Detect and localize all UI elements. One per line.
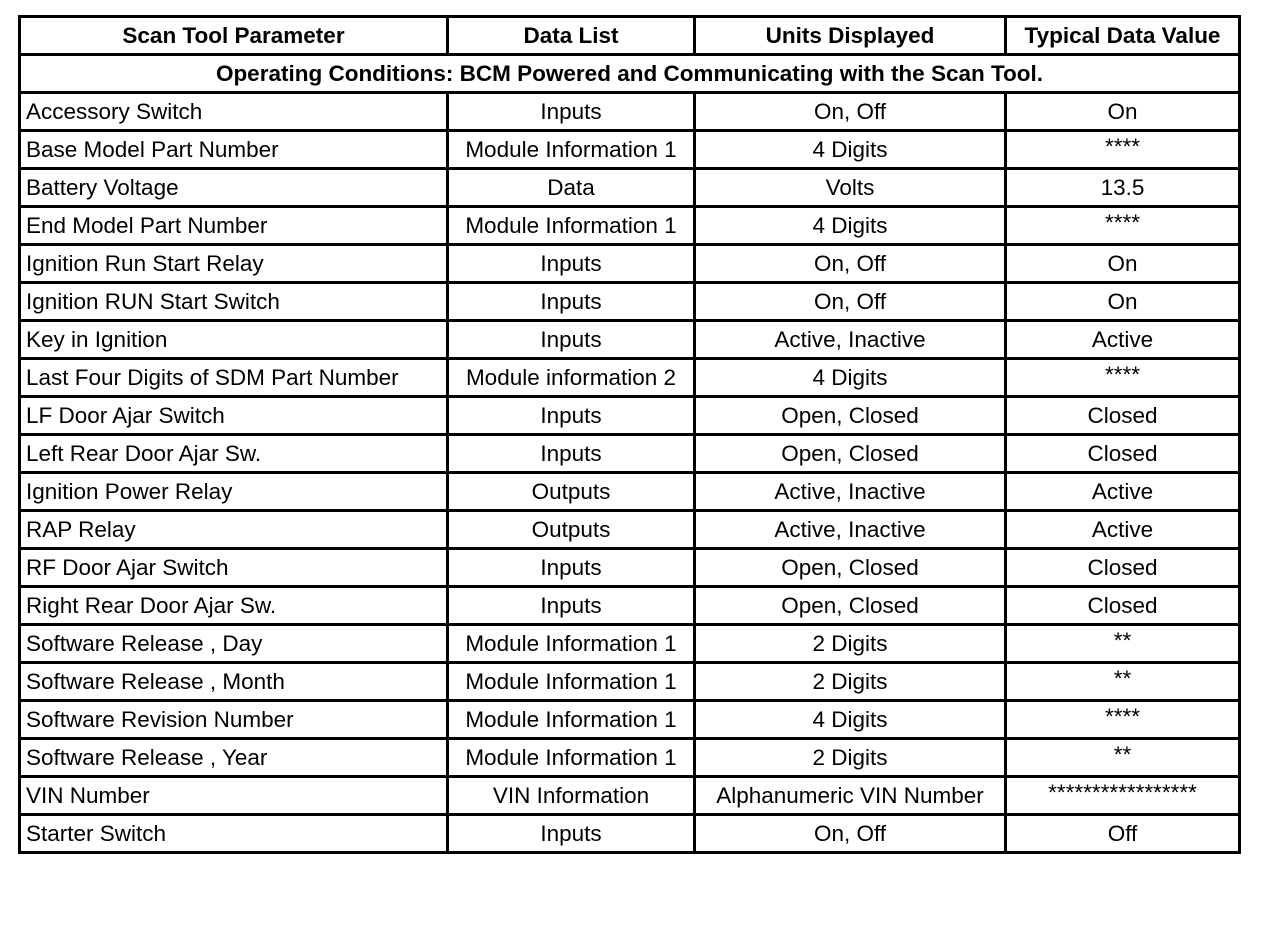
cell-units: Active, Inactive (695, 473, 1006, 511)
cell-units: Open, Closed (695, 397, 1006, 435)
cell-typical-value: Active (1006, 321, 1240, 359)
cell-parameter: Ignition Run Start Relay (20, 245, 448, 283)
cell-data-list: Module Information 1 (448, 625, 695, 663)
operating-conditions: Operating Conditions: BCM Powered and Communicating with the Scan Tool. (20, 55, 1240, 93)
cell-typical-value: Closed (1006, 587, 1240, 625)
cell-units: 4 Digits (695, 207, 1006, 245)
cell-parameter: Right Rear Door Ajar Sw. (20, 587, 448, 625)
header-scan-tool-parameter: Scan Tool Parameter (20, 17, 448, 55)
cell-units: 2 Digits (695, 739, 1006, 777)
cell-data-list: Inputs (448, 435, 695, 473)
cell-parameter: Ignition Power Relay (20, 473, 448, 511)
cell-data-list: Outputs (448, 511, 695, 549)
cell-typical-value: ** (1006, 663, 1240, 701)
table-row (20, 777, 1240, 815)
table-row (20, 435, 1240, 473)
cell-data-list: VIN Information (448, 777, 695, 815)
cell-parameter: Starter Switch (20, 815, 448, 853)
cell-data-list: Module Information 1 (448, 663, 695, 701)
cell-data-list: Outputs (448, 473, 695, 511)
table-row (20, 473, 1240, 511)
cell-parameter: Software Revision Number (20, 701, 448, 739)
cell-units: Alphanumeric VIN Number (695, 777, 1006, 815)
table-row (20, 511, 1240, 549)
cell-parameter: RAP Relay (20, 511, 448, 549)
cell-units: Open, Closed (695, 435, 1006, 473)
cell-parameter: Ignition RUN Start Switch (20, 283, 448, 321)
cell-typical-value: On (1006, 283, 1240, 321)
table-row (20, 93, 1240, 131)
cell-typical-value: ** (1006, 739, 1240, 777)
cell-data-list: Inputs (448, 397, 695, 435)
cell-parameter: Last Four Digits of SDM Part Number (20, 359, 448, 397)
cell-typical-value: ***************** (1006, 777, 1240, 815)
cell-parameter: Software Release , Month (20, 663, 448, 701)
table-row (20, 663, 1240, 701)
table-row (20, 169, 1240, 207)
cell-data-list: Module Information 1 (448, 131, 695, 169)
table-row (20, 587, 1240, 625)
cell-parameter: End Model Part Number (20, 207, 448, 245)
cell-units: Open, Closed (695, 587, 1006, 625)
cell-typical-value: Off (1006, 815, 1240, 853)
cell-data-list: Inputs (448, 93, 695, 131)
cell-parameter: Accessory Switch (20, 93, 448, 131)
cell-units: On, Off (695, 245, 1006, 283)
cell-parameter: Software Release , Day (20, 625, 448, 663)
cell-units: 4 Digits (695, 701, 1006, 739)
cell-units: Open, Closed (695, 549, 1006, 587)
header-units-displayed: Units Displayed (695, 17, 1006, 55)
cell-data-list: Inputs (448, 321, 695, 359)
cell-data-list: Data (448, 169, 695, 207)
cell-units: 4 Digits (695, 359, 1006, 397)
cell-typical-value: Closed (1006, 435, 1240, 473)
cell-data-list: Inputs (448, 283, 695, 321)
cell-typical-value: **** (1006, 701, 1240, 739)
table-row (20, 701, 1240, 739)
cell-data-list: Inputs (448, 245, 695, 283)
cell-units: Active, Inactive (695, 511, 1006, 549)
table-row (20, 815, 1240, 853)
cell-data-list: Inputs (448, 549, 695, 587)
cell-units: 4 Digits (695, 131, 1006, 169)
table-row (20, 397, 1240, 435)
cell-units: Active, Inactive (695, 321, 1006, 359)
cell-units: On, Off (695, 93, 1006, 131)
cell-parameter: RF Door Ajar Switch (20, 549, 448, 587)
cell-data-list: Inputs (448, 587, 695, 625)
cell-units: On, Off (695, 283, 1006, 321)
cell-parameter: VIN Number (20, 777, 448, 815)
cell-typical-value: Active (1006, 511, 1240, 549)
header-row (20, 17, 1240, 55)
header-data-list: Data List (448, 17, 695, 55)
cell-typical-value: **** (1006, 207, 1240, 245)
table-row (20, 625, 1240, 663)
cell-typical-value: ** (1006, 625, 1240, 663)
cell-parameter: Battery Voltage (20, 169, 448, 207)
cell-units: 2 Digits (695, 663, 1006, 701)
cell-typical-value: **** (1006, 359, 1240, 397)
table-row (20, 321, 1240, 359)
cell-typical-value: Active (1006, 473, 1240, 511)
cell-parameter: Left Rear Door Ajar Sw. (20, 435, 448, 473)
cell-typical-value: Closed (1006, 549, 1240, 587)
table-row (20, 245, 1240, 283)
cell-data-list: Module Information 1 (448, 701, 695, 739)
operating-conditions-row (20, 55, 1240, 93)
cell-typical-value: **** (1006, 131, 1240, 169)
table-row (20, 131, 1240, 169)
cell-data-list: Module Information 1 (448, 207, 695, 245)
cell-data-list: Module information 2 (448, 359, 695, 397)
cell-typical-value: Closed (1006, 397, 1240, 435)
cell-units: Volts (695, 169, 1006, 207)
table-row (20, 283, 1240, 321)
scan-tool-data-table (18, 15, 1241, 854)
cell-units: 2 Digits (695, 625, 1006, 663)
header-typical-data-value: Typical Data Value (1006, 17, 1240, 55)
cell-data-list: Module Information 1 (448, 739, 695, 777)
cell-typical-value: 13.5 (1006, 169, 1240, 207)
cell-units: On, Off (695, 815, 1006, 853)
cell-typical-value: On (1006, 93, 1240, 131)
table-row (20, 739, 1240, 777)
cell-parameter: LF Door Ajar Switch (20, 397, 448, 435)
cell-typical-value: On (1006, 245, 1240, 283)
table-row (20, 207, 1240, 245)
cell-parameter: Base Model Part Number (20, 131, 448, 169)
cell-data-list: Inputs (448, 815, 695, 853)
table-row (20, 549, 1240, 587)
cell-parameter: Key in Ignition (20, 321, 448, 359)
cell-parameter: Software Release , Year (20, 739, 448, 777)
table-row (20, 359, 1240, 397)
